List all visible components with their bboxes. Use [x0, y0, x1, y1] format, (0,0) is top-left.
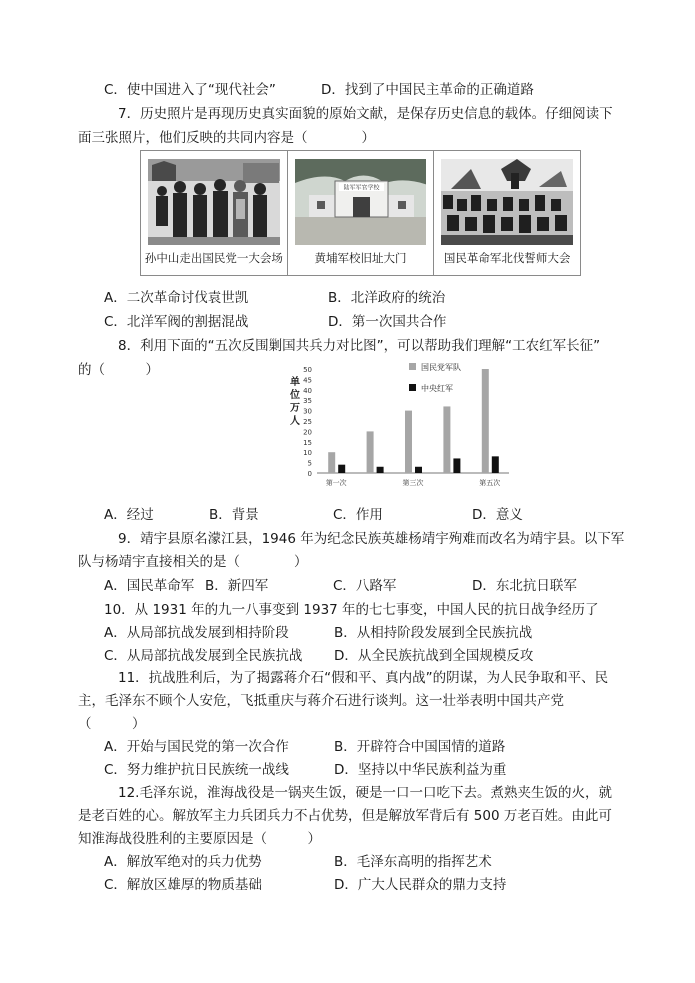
photo-whampoa	[288, 151, 435, 275]
y-tick-label: 40	[303, 386, 312, 395]
y-axis-label-char: 人	[290, 416, 300, 427]
y-axis-label-char: 位	[290, 390, 300, 401]
photo-caption-1: 孙中山走出国民党一大会场	[144, 251, 283, 265]
q10-option-a: A．从局部抗战发展到相持阶段	[104, 625, 289, 641]
q12-stem-line2: 是老百姓的心。解放军主力兵团兵力不占优势，但是解放军背后有 500 万老百姓。由此可	[78, 808, 612, 824]
q6-option-d: D．找到了中国民主革命的正确道路	[321, 82, 534, 98]
photo-whampoa-image	[295, 159, 427, 245]
q9-stem-line2: 队与杨靖宇直接相关的是（ ）	[78, 554, 308, 570]
y-axis-label-char: 单	[290, 377, 300, 388]
y-tick-label: 30	[303, 407, 312, 416]
bar-red-army	[453, 458, 460, 473]
bar-kmt	[405, 411, 412, 473]
q11-stem-line3: （ ）	[78, 716, 146, 732]
photo-northern-expedition-image	[441, 159, 573, 245]
q9-option-d: D．东北抗日联军	[472, 578, 577, 594]
x-tick-label: 第三次	[402, 479, 424, 487]
q8-option-d: D．意义	[472, 507, 523, 523]
q6-option-c: C．使中国进入了“现代社会”	[104, 82, 276, 98]
y-tick-label: 15	[303, 438, 312, 447]
q7-option-a: A．二次革命讨伐袁世凯	[104, 290, 249, 306]
gate-sign-text: 陆军军官学校	[343, 184, 380, 192]
photo-sun-yatsen	[141, 151, 288, 275]
photo-caption-3: 国民革命军北伐誓师大会	[443, 251, 571, 265]
q7-stem-line1: 7．历史照片是再现历史真实面貌的原始文献，是保存历史信息的载体。仔细阅读下	[118, 106, 613, 122]
bar-kmt	[443, 406, 450, 473]
y-tick-label: 5	[307, 459, 312, 468]
q7-photo-strip	[140, 150, 581, 276]
y-tick-label: 25	[303, 418, 312, 426]
photo-sun-yatsen-image	[148, 159, 280, 245]
y-tick-label: 50	[303, 366, 312, 374]
q7-option-d: D．第一次国共合作	[328, 314, 447, 330]
q9-option-b: B．新四军	[205, 578, 269, 594]
bar-kmt	[328, 452, 335, 473]
q8-option-b: B．背景	[209, 507, 259, 523]
bar-red-army	[415, 467, 422, 473]
q7-option-c: C．北洋军阀的割据混战	[104, 314, 249, 330]
q9-stem-line1: 9．靖宇县原名濛江县，1946 年为纪念民族英雄杨靖宇殉难而改名为靖宇县。以下军	[118, 531, 625, 547]
q10-option-c: C．从局部抗战发展到全民族抗战	[104, 648, 303, 664]
y-tick-label: 45	[303, 376, 312, 385]
q8-option-a: A．经过	[104, 507, 154, 523]
y-tick-label: 20	[303, 428, 312, 437]
q12-option-c: C．解放区雄厚的物质基础	[104, 877, 262, 893]
bar-red-army	[377, 467, 384, 473]
q7-stem-line2: 面三张照片，他们反映的共同内容是（ ）	[78, 130, 375, 146]
q10-stem-line1: 10．从 1931 年的九一八事变到 1937 年的七七事变，中国人民的抗日战争经历了	[104, 602, 599, 618]
legend-swatch	[409, 363, 416, 370]
q11-option-b: B．开辟符合中国国情的道路	[334, 739, 506, 755]
q11-stem-line1: 11．抗战胜利后，为了揭露蒋介石“假和平、真内战”的阴谋，为人民争取和平、民	[118, 670, 609, 686]
y-tick-label: 10	[303, 449, 312, 458]
y-tick-label: 0	[307, 470, 312, 478]
legend-label: 国民党军队	[421, 363, 461, 372]
q9-option-c: C．八路军	[333, 578, 397, 594]
q8-option-c: C．作用	[333, 507, 383, 523]
q12-option-d: D．广大人民群众的鼎力支持	[334, 877, 507, 893]
force-comparison-chart-svg	[283, 357, 525, 493]
q12-stem-line1: 12.毛泽东说，淮海战役是一锅夹生饭，硬是一口一口吃下去。煮熟夹生饭的火，就	[118, 785, 612, 801]
bar-red-army	[492, 456, 499, 473]
q12-option-b: B．毛泽东高明的指挥艺术	[334, 854, 492, 870]
q7-option-b: B．北洋政府的统治	[328, 290, 446, 306]
q11-option-a: A．开始与国民党的第一次合作	[104, 739, 289, 755]
photo-caption-2: 黄埔军校旧址大门	[314, 251, 407, 265]
q12-option-a: A．解放军绝对的兵力优势	[104, 854, 262, 870]
legend-swatch	[409, 384, 416, 391]
y-tick-label: 35	[303, 397, 312, 406]
q12-stem-line3: 知淮海战役胜利的主要原因是（ ）	[78, 831, 321, 847]
bar-kmt	[482, 369, 489, 473]
q10-option-d: D．从全民族抗战到全国规模反攻	[334, 648, 534, 664]
q8-stem-line2: 的（ ）	[78, 362, 159, 378]
q8-stem-line1: 8．利用下面的“五次反围剿国共兵力对比图”，可以帮助我们理解“工农红军长征”	[118, 338, 601, 354]
bar-kmt	[367, 431, 374, 473]
q11-stem-line2: 主，毛泽东不顾个人安危，飞抵重庆与蒋介石进行谈判。这一壮举表明中国共产党	[78, 693, 564, 709]
y-axis-label-char: 万	[290, 403, 300, 414]
q9-option-a: A．国民革命军	[104, 578, 195, 594]
q11-option-d: D．坚持以中华民族利益为重	[334, 762, 507, 778]
force-comparison-chart	[283, 357, 525, 493]
q11-option-c: C．努力维护抗日民族统一战线	[104, 762, 289, 778]
x-tick-label: 第五次	[479, 479, 501, 487]
photo-northern-expedition	[434, 151, 580, 275]
q10-option-b: B．从相持阶段发展到全民族抗战	[334, 625, 533, 641]
x-tick-label: 第一次	[325, 479, 347, 487]
bar-red-army	[338, 465, 345, 473]
legend-label: 中央红军	[421, 384, 453, 393]
